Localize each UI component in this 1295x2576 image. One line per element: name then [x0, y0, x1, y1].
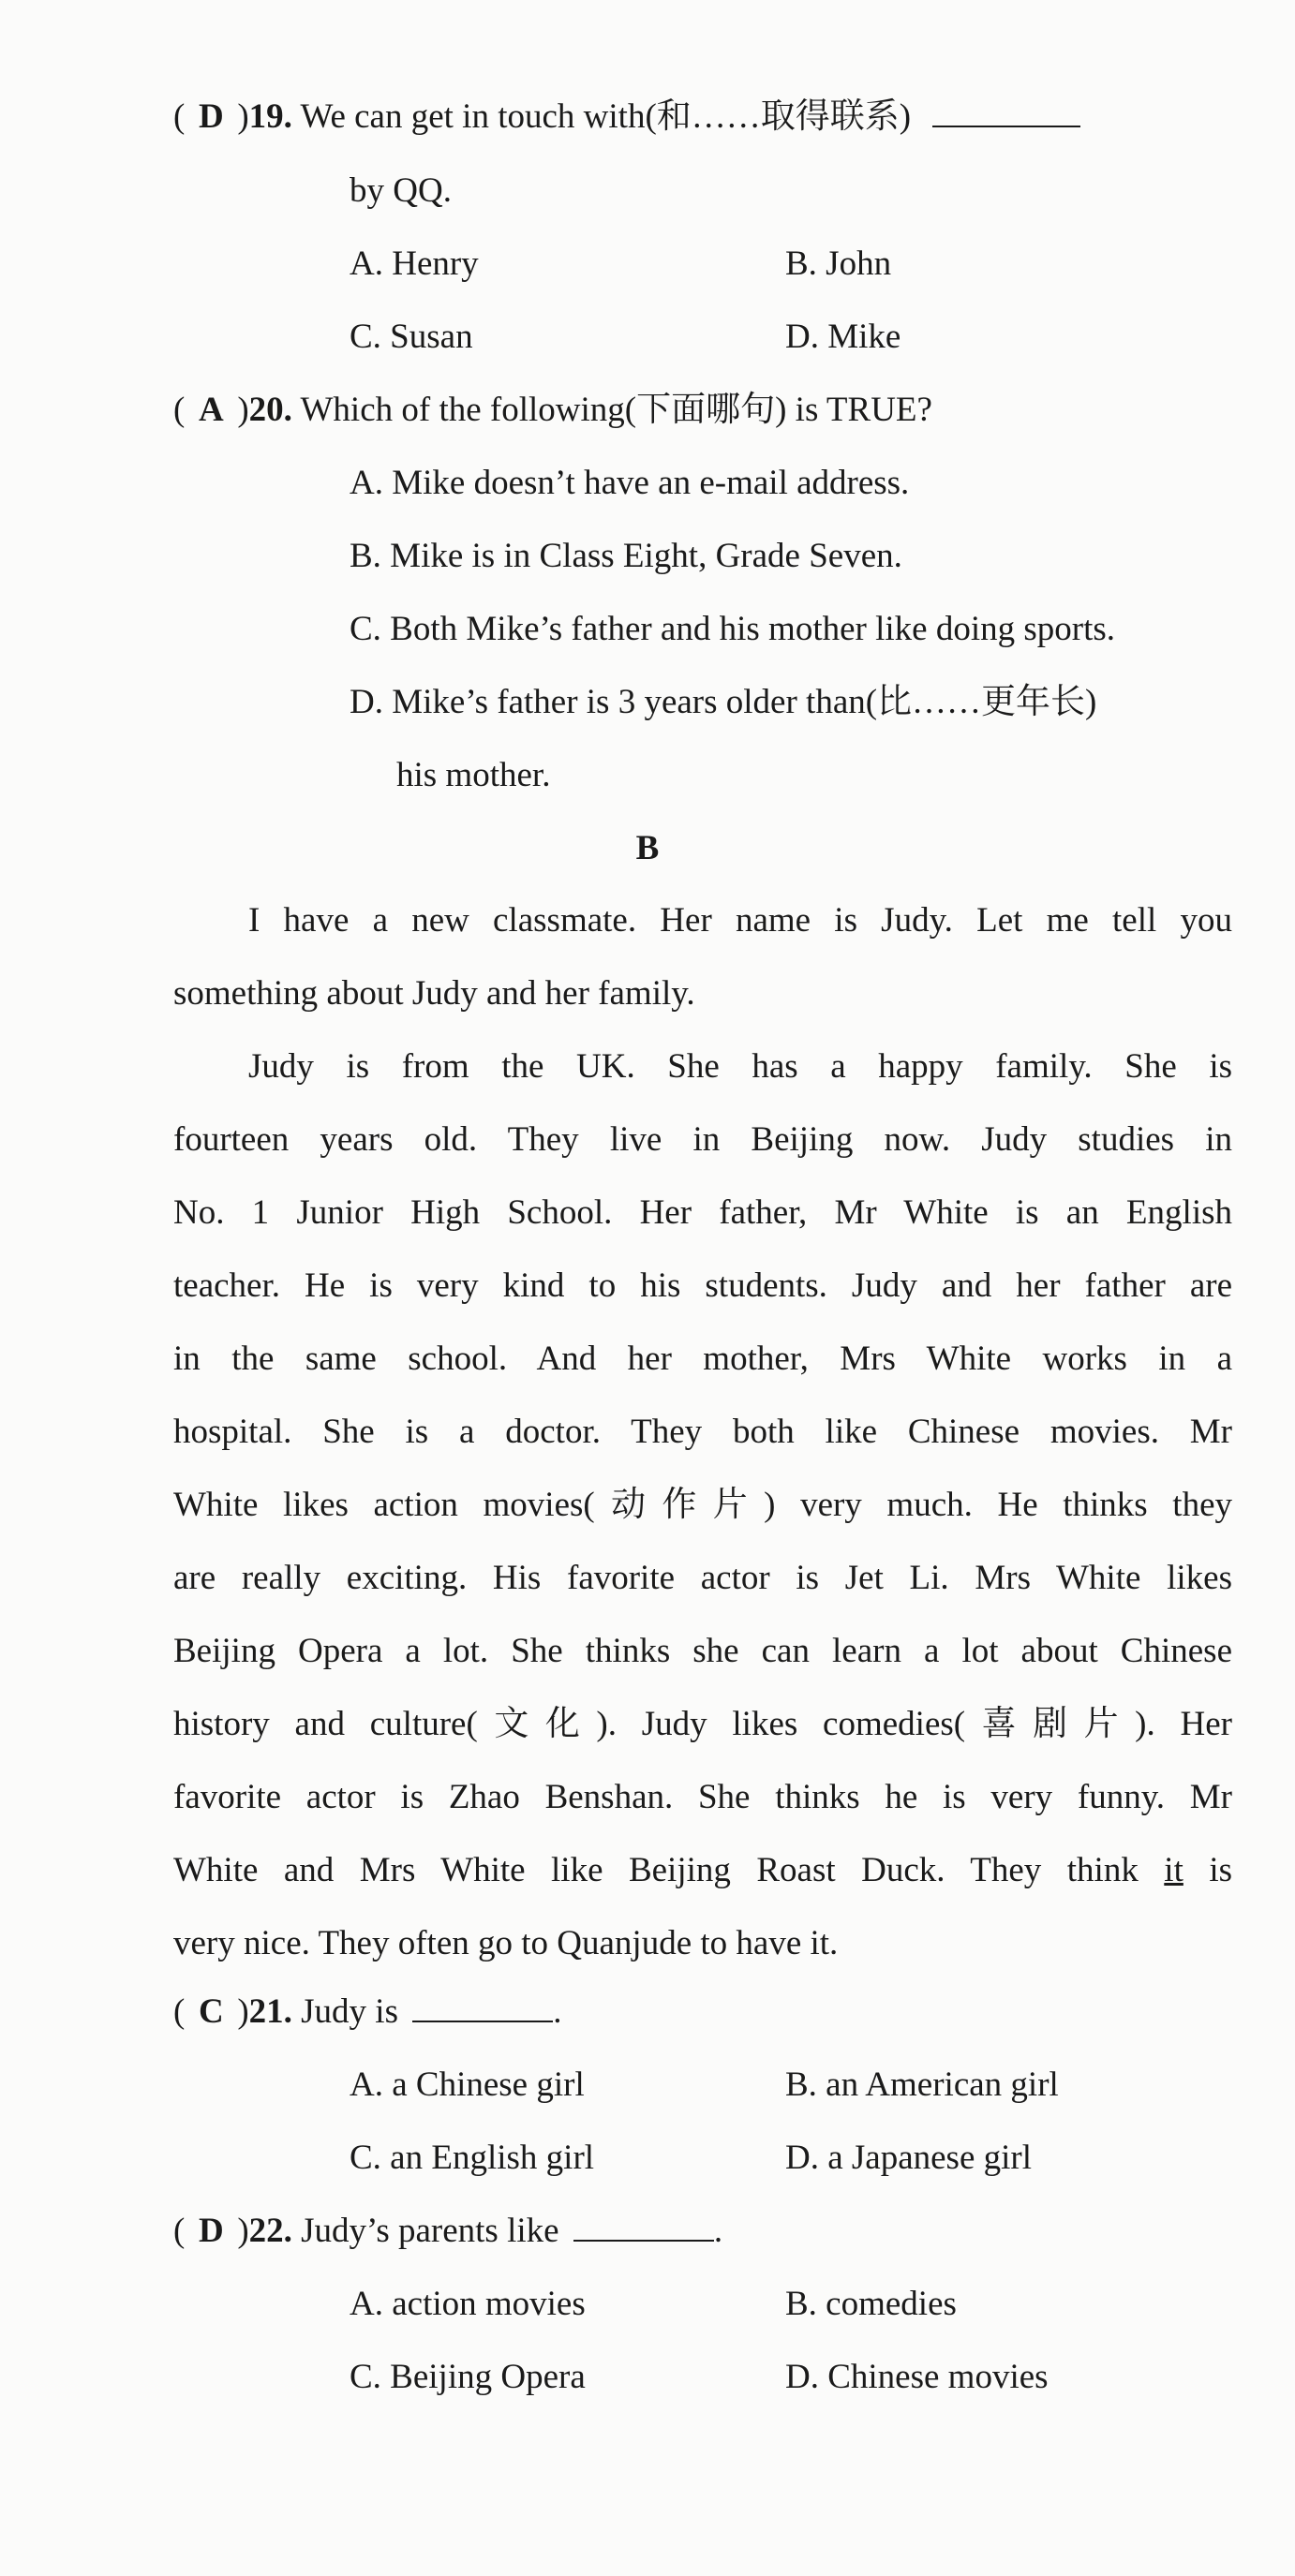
passage-line: very nice. They often go to Quanjude to have it. [173, 1924, 839, 1962]
answer-blank-19 [932, 97, 1080, 127]
answer-21: C [198, 1992, 224, 2031]
answer-22: D [198, 2212, 224, 2250]
question-number-22: 22. [248, 2212, 292, 2250]
passage-line: I have a new classmate. Her name is Judy. Let me tell you [248, 901, 1232, 940]
passage-line: favorite actor is Zhao Benshan. She thinks he is very funny. Mr [173, 1778, 1232, 1816]
passage-line: Judy is from the UK. She has a happy family. She is [248, 1047, 1232, 1086]
option-19-a: A. Henry [350, 244, 479, 283]
passage-line: Beijing Opera a lot. She thinks she can learn a lot about Chinese [173, 1632, 1232, 1670]
passage-line: something about Judy and her family. [173, 974, 695, 1013]
answer-20: A [198, 391, 224, 429]
option-19-d: D. Mike [785, 318, 901, 356]
passage-paragraph-1 [173, 884, 1232, 1030]
option-20-b: B. Mike is in Class Eight, Grade Seven. [350, 537, 902, 575]
option-21-d: D. a Japanese girl [785, 2139, 1033, 2177]
passage-line-12 [173, 1834, 1232, 1907]
answer-19: D [198, 97, 224, 136]
option-19-b: B. John [785, 244, 892, 283]
question-21: ( C )21. Judy is . [173, 1992, 562, 2031]
passage-line-12-tail: is [1209, 1851, 1233, 1889]
option-21-c: C. an English girl [350, 2139, 595, 2177]
passage-paragraph-2 [173, 1030, 1232, 1980]
question-19-stem-cont: by QQ. [350, 171, 452, 210]
passage-line: White likes action movies(动作片) very much. He thinks they [173, 1486, 1232, 1524]
option-22-c: C. Beijing Opera [350, 2358, 586, 2396]
question-number-21: 21. [248, 1992, 292, 2031]
passage-line: are really exciting. His favorite actor is Jet Li. Mrs White likes [173, 1559, 1232, 1597]
question-19: ( D )19. We can get in touch with(和……取得联系) [173, 96, 1080, 138]
passage-line: in the same school. And her mother, Mrs White works in a [173, 1340, 1232, 1378]
question-22: ( D )22. Judy’s parents like . [173, 2212, 723, 2250]
option-20-c: C. Both Mike’s father and his mother like doing sports. [350, 610, 1115, 648]
option-21-a: A. a Chinese girl [350, 2065, 585, 2104]
option-21-b: B. an American girl [785, 2065, 1059, 2104]
question-21-stem: Judy is [301, 1992, 398, 2031]
option-20-d: D. Mike’s father is 3 years older than(比……更年长) [350, 683, 1097, 721]
question-19-stem: We can get in touch with(和……取得联系) [300, 97, 912, 136]
passage-line: No. 1 Junior High School. Her father, Mr White is an English [173, 1193, 1232, 1232]
option-20-a: A. Mike doesn’t have an e-mail address. [350, 464, 910, 502]
question-number-20: 20. [248, 391, 292, 429]
passage-line: fourteen years old. They live in Beijing now. Judy studies in [173, 1120, 1232, 1159]
underlined-word-it: it [1164, 1851, 1183, 1889]
passage-line: history and culture(文化). Judy likes comedies(喜剧片). Her [173, 1705, 1232, 1743]
option-22-a: A. action movies [350, 2285, 586, 2323]
section-heading: B [635, 829, 660, 867]
passage-line: teacher. He is very kind to his students. Judy and her father are [173, 1266, 1232, 1305]
option-22-b: B. comedies [785, 2285, 957, 2323]
answer-blank-21 [412, 1992, 553, 2022]
question-20-stem: Which of the following(下面哪句) is TRUE? [300, 391, 932, 429]
question-22-stem: Judy’s parents like [301, 2212, 559, 2250]
answer-blank-22 [573, 2212, 714, 2242]
passage-line: hospital. She is a doctor. They both like Chinese movies. Mr [173, 1413, 1232, 1451]
passage-line-12-text: White and Mrs White like Beijing Roast Duck. They think [173, 1851, 1139, 1889]
option-19-c: C. Susan [350, 318, 473, 356]
question-20: ( A )20. Which of the following(下面哪句) is TRUE? [173, 391, 932, 429]
question-number-19: 19. [248, 97, 292, 136]
option-20-d-cont: his mother. [396, 756, 551, 794]
option-22-d: D. Chinese movies [785, 2358, 1049, 2396]
